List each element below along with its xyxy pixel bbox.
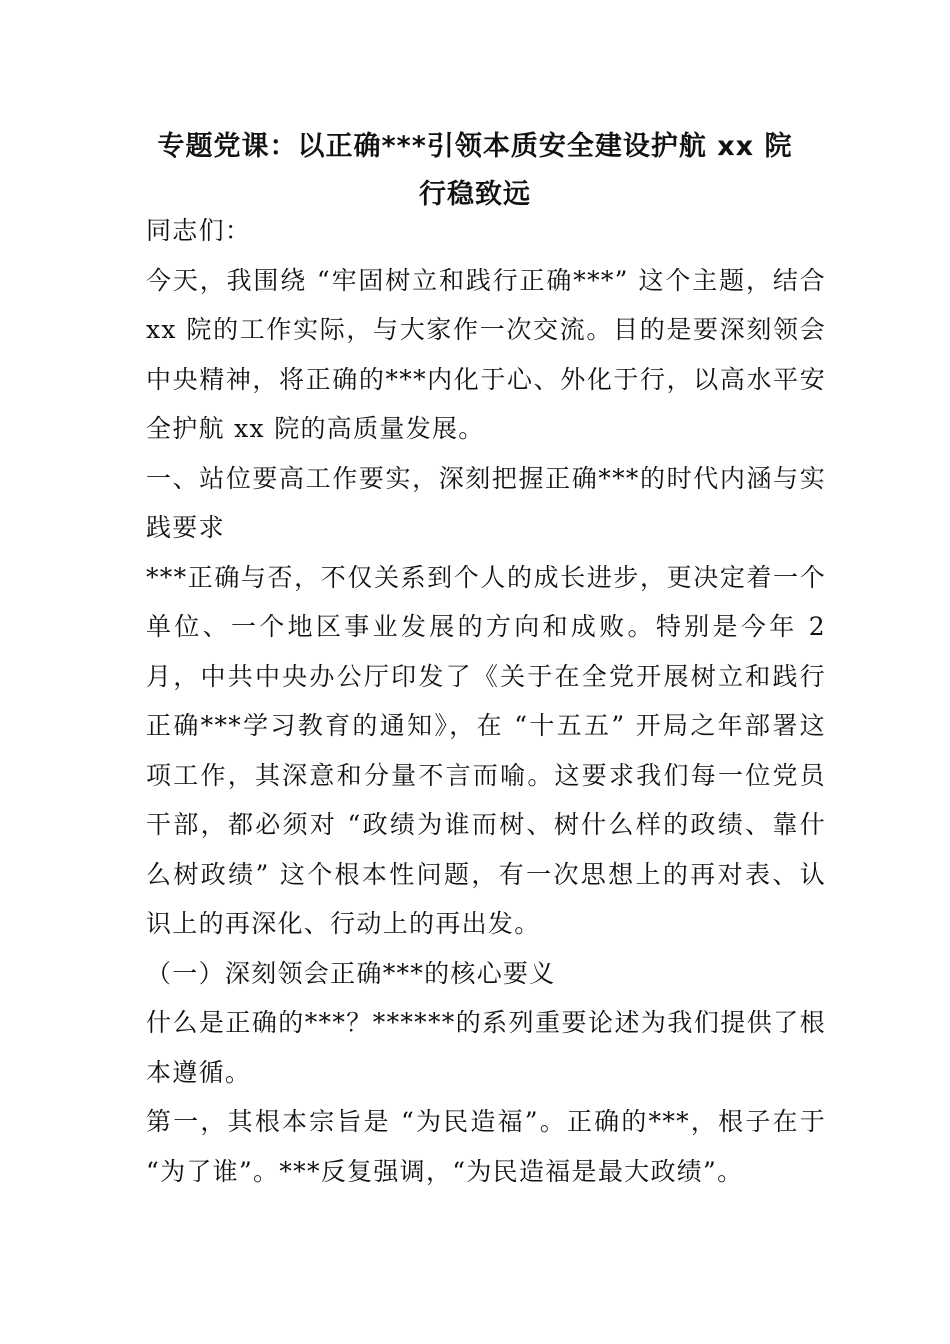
document-title-line-1: 专题党课：以正确***引领本质安全建设护航 xx 院	[157, 131, 793, 162]
body-paragraph: 什么是正确的***？******的系列重要论述为我们提供了根本遵循。	[146, 1008, 826, 1087]
section-heading-1: 一、站位要高工作要实，深刻把握正确***的时代内涵与实践要求	[146, 463, 826, 542]
body-paragraph: 第一，其根本宗旨是 “为民造福”。正确的***，根子在于 “为了谁”。***反复强调，“为民造福是最大政绩”。	[146, 1107, 826, 1186]
body-paragraph: ***正确与否，不仅关系到个人的成长进步，更决定着一个单位、一个地区事业发展的方向和成败。特别是今年 2 月，中共中央办公厅印发了《关于在全党开展树立和践行正确***学习教育的通知》，在 “十五五” 开局之年部署这项工作，其深意和分量不言而喻。这要求我们每一位党员干部，都必须对 “政绩为谁而树、树什么样的政绩、靠什么树政绩” 这个根本性问题，有一次思想上的再对表、认识上的再深化、行动上的再出发。	[146, 562, 826, 938]
intro-paragraph: 今天，我围绕 “牢固树立和践行正确***” 这个主题，结合 xx 院的工作实际，与大家作一次交流。目的是要深刻领会中央精神，将正确的***内化于心、外化于行，以高水平安全护航 xx 院的高质量发展。	[146, 265, 826, 443]
document-title-line-2: 行稳致远	[419, 179, 531, 210]
subsection-heading-1: （一）深刻领会正确***的核心要义	[146, 958, 556, 988]
salutation-paragraph: 同志们：	[146, 216, 252, 245]
document-body	[146, 206, 826, 1196]
